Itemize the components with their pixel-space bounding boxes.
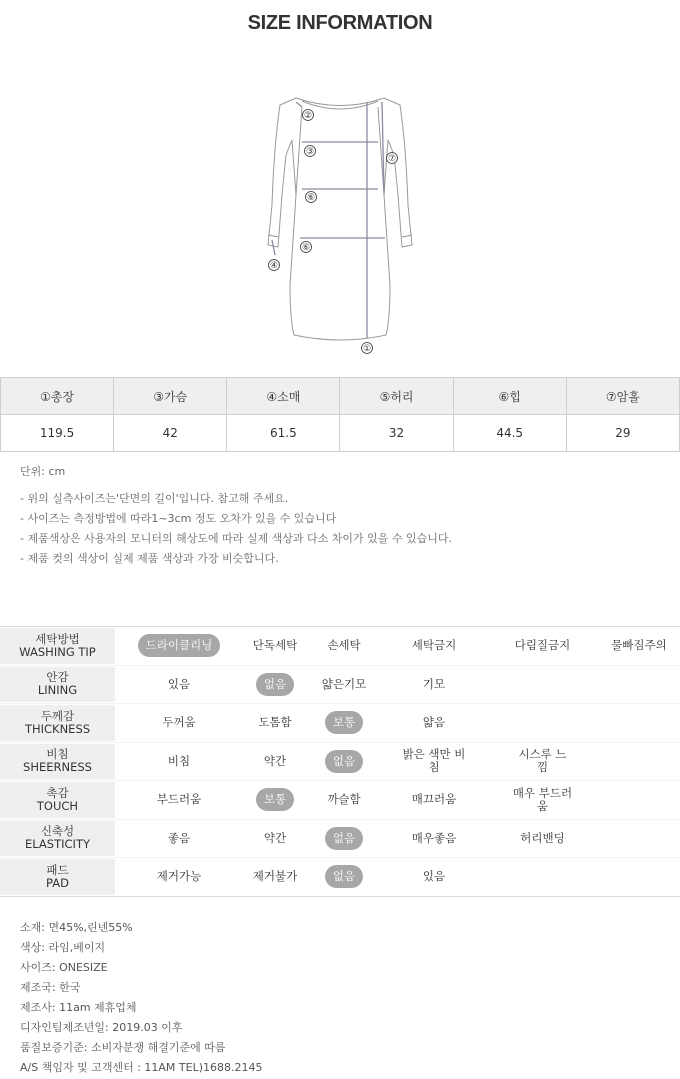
attribute-label-ko: 안감 [46,670,69,685]
size-header: ①총장 [1,378,114,415]
attribute-row [0,704,680,743]
option-label: 있음 [422,869,446,884]
option-label: 세탁금지 [411,638,457,653]
marker-2 [303,110,314,122]
attribute-option [225,666,325,704]
attribute-label-ko: 촉감 [46,785,69,800]
attribute-option [495,627,590,665]
note-item: - 제품 컷의 색상이 실제 제품 색상과 가장 비슷합니다. [20,552,279,565]
attribute-label-en: WASHING TIP [19,644,96,659]
size-header: ④소매 [227,378,340,415]
selected-option-badge: 보통 [325,711,363,734]
marker-6a [306,192,317,204]
attribute-option [600,627,678,665]
attribute-label-ko: 두께감 [40,708,75,723]
option-label: 다림질금지 [514,638,571,653]
option-label: 까슬함 [327,792,361,807]
marker-7 [387,153,398,165]
attribute-option [495,743,590,781]
attribute-option [315,781,373,819]
option-label: 부드러움 [156,792,202,807]
size-table [0,377,680,452]
info-item: 품질보증기준: 소비자분쟁 해결기준에 따름 [20,1041,226,1054]
size-value: 42 [114,415,227,452]
selected-option-badge: 보통 [256,788,294,811]
selected-option-badge: 드라이클리닝 [138,634,221,657]
size-value: 61.5 [227,415,340,452]
attribute-label [0,628,115,664]
attribute-label [0,859,115,895]
unit-label: 단위: cm [20,465,66,478]
attribute-option [125,704,233,742]
info-item: 디자인팀제조년일: 2019.03 이후 [20,1021,183,1034]
option-label: 단독세탁 [252,638,298,653]
option-label: 약간 [263,830,287,845]
attribute-label [0,744,115,780]
attribute-row [0,743,680,782]
attribute-label [0,705,115,741]
option-label: 기모 [422,676,446,691]
note-item: - 위의 실측사이즈는'단면의 길이'입니다. 참고해 주세요. [20,492,289,505]
attribute-option [390,820,478,858]
svg-text:②: ② [303,111,313,121]
size-value: 119.5 [1,415,114,452]
attribute-label-en: ELASTICITY [25,837,90,852]
attribute-label-en: TOUCH [36,798,79,813]
attribute-option [125,781,233,819]
page-title: SIZE INFORMATION [247,12,433,34]
attribute-option [315,704,373,742]
attribute-option [315,743,373,781]
selected-option-badge: 없음 [325,750,363,773]
size-value: 29 [566,415,679,452]
svg-text:①: ① [362,344,372,354]
attribute-option [125,666,233,704]
attribute-label [0,821,115,857]
attribute-label [0,667,115,703]
info-item: 색상: 라임,베이지 [20,941,106,954]
attribute-option [315,858,373,896]
attribute-option [390,743,478,781]
attribute-option [225,704,325,742]
note-item: - 사이즈는 측정방법에 따라1~3cm 정도 오차가 있을 수 있습니다 [20,512,337,525]
info-item: 소재: 면45%,린넨55% [20,921,133,934]
note-item: - 제품색상은 사용자의 모니터의 해상도에 따라 실제 색상과 다소 차이가 있을 수 있습니다. [20,532,452,545]
attribute-row [0,781,680,820]
attribute-label-ko: 패드 [46,862,69,877]
selected-option-badge: 없음 [325,865,363,888]
option-label: 얇은기모 [321,676,367,691]
option-label: 두꺼움 [162,715,196,730]
attribute-label-en: PAD [46,875,69,890]
attribute-row [0,858,680,896]
attribute-label-ko: 세탁방법 [35,631,80,646]
attribute-row [0,627,680,666]
size-header: ⑥힙 [453,378,566,415]
option-label: 좋음 [167,830,191,845]
option-label: 비침 [167,753,191,768]
attribute-option [315,820,373,858]
size-table-value-row [1,415,680,452]
size-value: 32 [340,415,453,452]
dress-measurement-diagram [250,85,430,360]
info-item: 제조국: 한국 [20,981,81,994]
option-label: 물빠짐주의 [611,638,667,653]
marker-6b [301,242,312,254]
size-value: 44.5 [453,415,566,452]
size-header: ⑦암홀 [566,378,679,415]
attribute-label-en: THICKNESS [24,721,91,736]
marker-4 [269,260,280,272]
attribute-option [225,627,325,665]
option-label: 얇음 [422,715,446,730]
svg-text:④: ④ [269,261,279,271]
attribute-option [495,820,590,858]
attribute-option [390,781,478,819]
attribute-option [125,858,233,896]
option-label: 허리밴딩 [520,830,565,845]
svg-text:⑦: ⑦ [387,154,397,164]
attribute-option [390,858,478,896]
info-item: 사이즈: ONESIZE [20,961,108,974]
size-table-header-row [1,378,680,415]
product-info-list [20,918,263,1078]
option-label: 매우 부드러 움 [512,785,573,813]
option-label: 약간 [263,753,287,768]
attribute-option [125,743,233,781]
attribute-option [225,820,325,858]
size-header: ⑤허리 [340,378,453,415]
attribute-label-en: LINING [37,683,78,698]
attribute-row [0,666,680,705]
attribute-option [125,627,233,665]
attribute-option [390,704,478,742]
marker-3 [305,146,316,158]
attribute-option [315,666,373,704]
attribute-option [390,666,478,704]
option-label: 도톰함 [258,715,292,730]
size-header: ③가슴 [114,378,227,415]
attribute-row [0,820,680,859]
svg-text:⑥: ⑥ [306,193,316,203]
attribute-option [315,627,373,665]
attribute-option [225,858,325,896]
attribute-option [125,820,233,858]
selected-option-badge: 없음 [256,673,294,696]
option-label: 제거가능 [156,869,202,884]
info-item: A/S 책임자 및 고객센터 : 11AM TEL)1688.2145 [20,1061,263,1074]
marker-1 [362,343,373,355]
attribute-option [225,743,325,781]
attribute-option [225,781,325,819]
option-label: 손세탁 [327,638,361,653]
selected-option-badge: 없음 [325,827,363,850]
attribute-label-en: SHEERNESS [23,760,92,775]
info-item: 제조사: 11am 제휴업체 [20,1001,137,1014]
svg-text:③: ③ [305,147,315,157]
attribute-option [495,781,590,819]
svg-text:⑥: ⑥ [301,243,311,253]
product-attributes-table [0,626,680,897]
option-label: 매우좋음 [411,830,457,845]
option-label: 매끄러움 [411,792,457,807]
attribute-label [0,782,115,818]
option-label: 있음 [167,676,191,691]
attribute-label-ko: 비침 [46,747,69,762]
size-notes [20,489,452,569]
attribute-label-ko: 신축성 [40,824,75,839]
option-label: 시스루 느 낌 [518,747,567,775]
option-label: 제거불가 [252,869,298,884]
option-label: 밝은 색만 비 침 [402,747,466,775]
attribute-option [390,627,478,665]
